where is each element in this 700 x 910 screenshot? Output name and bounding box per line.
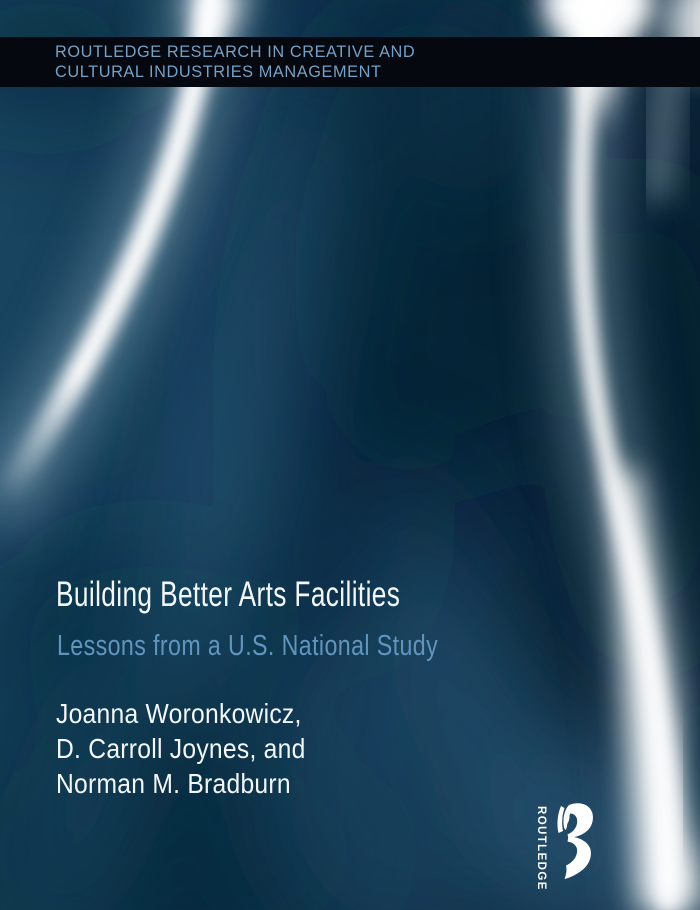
author-block — [56, 696, 306, 801]
series-banner-line-2: CULTURAL INDUSTRIES MANAGEMENT — [55, 62, 382, 81]
series-banner — [0, 37, 700, 87]
book-subtitle: Lessons from a U.S. National Study — [57, 630, 439, 662]
author-line-1: Joanna Woronkowicz, — [56, 698, 302, 729]
author-line-2: D. Carroll Joynes, and — [56, 733, 306, 764]
routledge-r-mark-icon — [553, 803, 595, 879]
series-banner-line-1: ROUTLEDGE RESEARCH IN CREATIVE AND — [55, 42, 416, 61]
routledge-wordmark: ROUTLEDGE — [535, 806, 547, 891]
book-title: Building Better Arts Facilities — [56, 575, 401, 614]
author-line-3: Norman M. Bradburn — [56, 768, 291, 799]
